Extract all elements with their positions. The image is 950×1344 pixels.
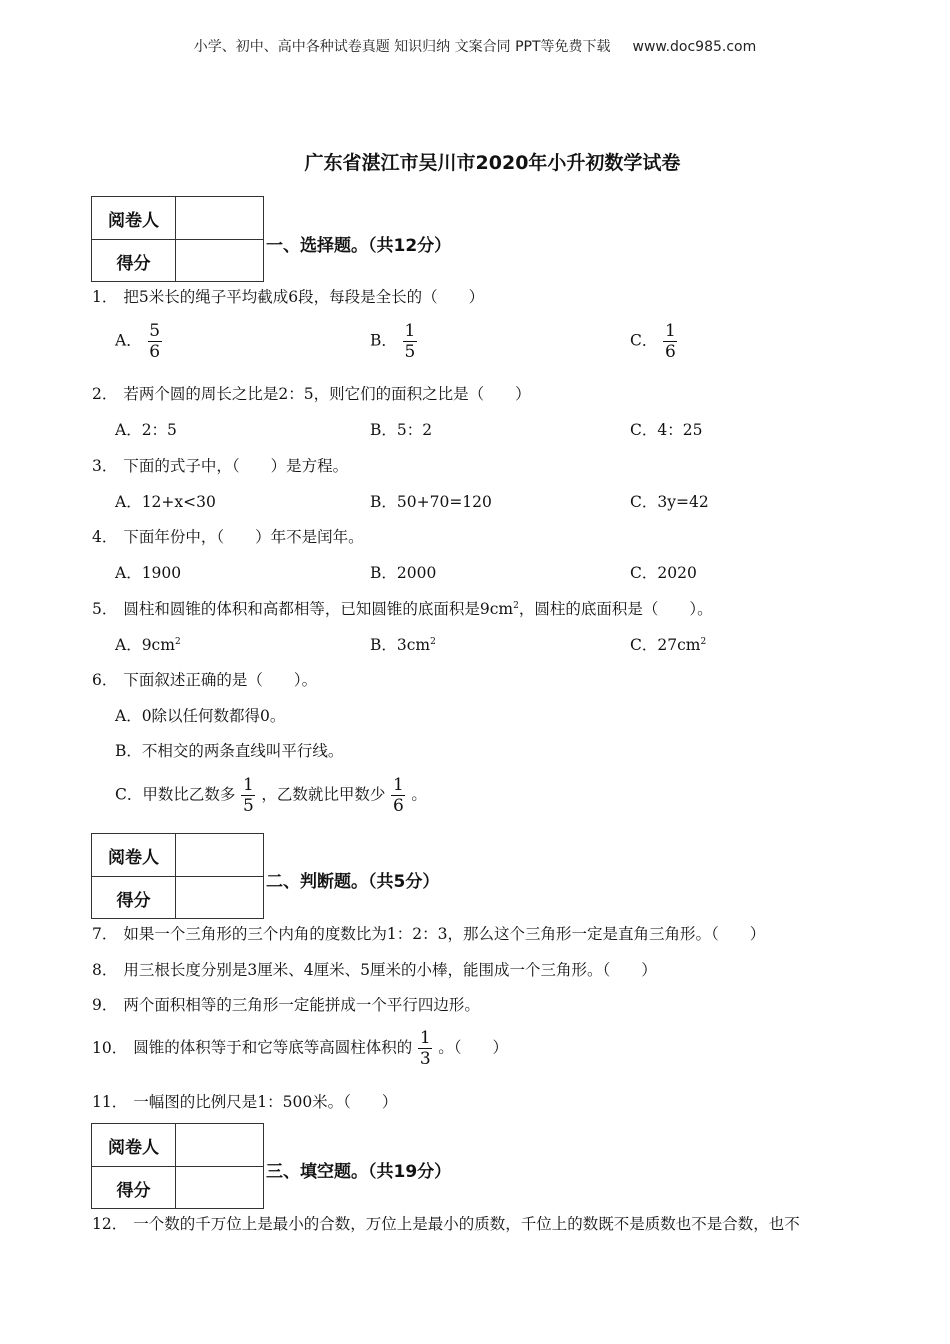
- question-text: 一个数的千万位上是最小的合数，万位上是最小的质数，千位上的数既不是质数也不是合数，也不: [133, 1215, 800, 1233]
- option-a: A．1900: [115, 564, 182, 582]
- question-text: 下面年份中，（ ）年不是闰年。: [123, 528, 364, 546]
- denominator: 6: [664, 342, 676, 362]
- numerator: 1: [664, 321, 676, 341]
- option-text: A．9cm: [115, 636, 175, 654]
- question-number: 4．: [92, 528, 118, 546]
- reviewer-label: 阅卷人: [92, 834, 176, 876]
- question-number: 11．: [92, 1093, 128, 1111]
- question-number: 1．: [92, 288, 118, 306]
- question-4: [92, 525, 364, 547]
- numerator: 1: [392, 775, 404, 795]
- score-label: 得分: [92, 240, 176, 282]
- question-3: [92, 454, 348, 476]
- question-number: 12．: [92, 1215, 128, 1233]
- question-text: 圆柱和圆锥的体积和高都相等，已知圆锥的底面积是9cm: [123, 600, 514, 618]
- exam-title: 广东省湛江市吴川市2020年小升初数学试卷: [304, 152, 681, 174]
- option-c: C．2020: [630, 564, 697, 582]
- page-header: [0, 36, 950, 56]
- question-text: 用三根长度分别是3厘米、4厘米、5厘米的小棒，能围成一个三角形。（ ）: [123, 961, 657, 979]
- header-url[interactable]: www.doc985.com: [632, 39, 757, 55]
- question-11: [92, 1090, 397, 1112]
- option-text: C．27cm: [630, 636, 701, 654]
- score-label: 得分: [92, 1167, 176, 1209]
- denominator: 6: [392, 796, 404, 816]
- option-a: A．0除以任何数都得0。: [115, 707, 286, 725]
- option-a: A．12+x<30: [115, 493, 216, 511]
- denominator: 5: [242, 796, 254, 816]
- fraction: [403, 321, 417, 362]
- option-a: [115, 633, 181, 655]
- question-number: 10．: [92, 1038, 128, 1057]
- fraction: [391, 775, 405, 816]
- option-text: C．甲数比乙数多: [115, 785, 236, 804]
- option-b: B．2000: [370, 564, 437, 582]
- question-text: 若两个圆的周长之比是2：5，则它们的面积之比是（ ）: [123, 385, 531, 403]
- question-text: 圆锥的体积等于和它等底等高圆柱体积的: [133, 1038, 413, 1057]
- score-cell: [176, 877, 263, 919]
- option-b: [370, 321, 423, 362]
- question-text-end: ，圆柱的底面积是（ ）。: [518, 600, 713, 618]
- section-title: 三、填空题。（共19分）: [266, 1162, 452, 1182]
- question-1: [92, 285, 484, 307]
- question-number: 3．: [92, 457, 118, 475]
- question-text: 一幅图的比例尺是1：500米。（ ）: [133, 1093, 398, 1111]
- superscript: 2: [174, 636, 181, 647]
- question-number: 8．: [92, 961, 118, 979]
- grader-table: [91, 833, 264, 919]
- section-title: 一、选择题。（共12分）: [266, 236, 452, 256]
- numerator: 5: [149, 321, 161, 341]
- fraction: [418, 1028, 432, 1069]
- fraction: [663, 321, 677, 362]
- option-b: B．50+70=120: [370, 493, 492, 511]
- reviewer-label: 阅卷人: [92, 1124, 176, 1166]
- grader-table: [91, 196, 264, 282]
- question-text: 下面叙述正确的是（ ）。: [123, 671, 318, 689]
- reviewer-cell: [176, 834, 263, 876]
- question-12: [92, 1212, 800, 1234]
- header-text: 小学、初中、高中各种试卷真题 知识归纳 文案合同 PPT等免费下载: [193, 39, 611, 55]
- option-c: C．3y=42: [630, 493, 709, 511]
- question-number: 5．: [92, 600, 118, 618]
- option-c: [115, 775, 427, 816]
- numerator: 1: [242, 775, 254, 795]
- option-b: B．不相交的两条直线叫平行线。: [115, 742, 344, 760]
- section-title: 二、判断题。（共5分）: [266, 872, 440, 892]
- question-8: [92, 958, 657, 980]
- option-label: A．: [115, 331, 142, 350]
- option-a: A．2：5: [115, 421, 177, 439]
- score-cell: [176, 240, 263, 282]
- question-10: [92, 1028, 508, 1069]
- denominator: 5: [404, 342, 416, 362]
- question-text: 下面的式子中，（ ）是方程。: [123, 457, 349, 475]
- option-text: 。: [411, 785, 427, 804]
- option-a: [115, 321, 168, 362]
- question-6: [92, 668, 317, 690]
- question-number: 6．: [92, 671, 118, 689]
- option-c: [630, 633, 706, 655]
- reviewer-cell: [176, 1124, 263, 1166]
- fraction: [241, 775, 255, 816]
- question-number: 9．: [92, 996, 118, 1014]
- numerator: 1: [419, 1028, 431, 1048]
- option-b: [370, 633, 436, 655]
- numerator: 1: [404, 321, 416, 341]
- option-text: ，乙数就比甲数少: [261, 785, 386, 804]
- question-text: 把5米长的绳子平均截成6段，每段是全长的（ ）: [123, 288, 485, 306]
- option-b: B．5：2: [370, 421, 433, 439]
- superscript: 2: [430, 636, 436, 647]
- question-7: [92, 922, 765, 944]
- question-number: 7．: [92, 925, 118, 943]
- question-text: 两个面积相等的三角形一定能拼成一个平行四边形。: [123, 996, 480, 1014]
- question-2: [92, 382, 531, 404]
- option-c: C．4：25: [630, 421, 703, 439]
- option-label: C．: [630, 331, 658, 350]
- question-text-end: 。（ ）: [438, 1038, 509, 1057]
- grader-table: [91, 1123, 264, 1209]
- denominator: 6: [149, 342, 161, 362]
- superscript: 2: [513, 600, 519, 611]
- option-c: [630, 321, 683, 362]
- score-cell: [176, 1167, 263, 1209]
- reviewer-cell: [176, 197, 263, 239]
- question-text: 如果一个三角形的三个内角的度数比为1：2：3，那么这个三角形一定是直角三角形。（ ）: [123, 925, 766, 943]
- question-9: [92, 993, 480, 1015]
- fraction: [148, 321, 162, 362]
- option-label: B．: [370, 331, 397, 350]
- option-text: B．3cm: [370, 636, 431, 654]
- question-number: 2．: [92, 385, 118, 403]
- score-label: 得分: [92, 877, 176, 919]
- reviewer-label: 阅卷人: [92, 197, 176, 239]
- question-5: [92, 597, 713, 619]
- denominator: 3: [419, 1049, 431, 1069]
- superscript: 2: [700, 636, 707, 647]
